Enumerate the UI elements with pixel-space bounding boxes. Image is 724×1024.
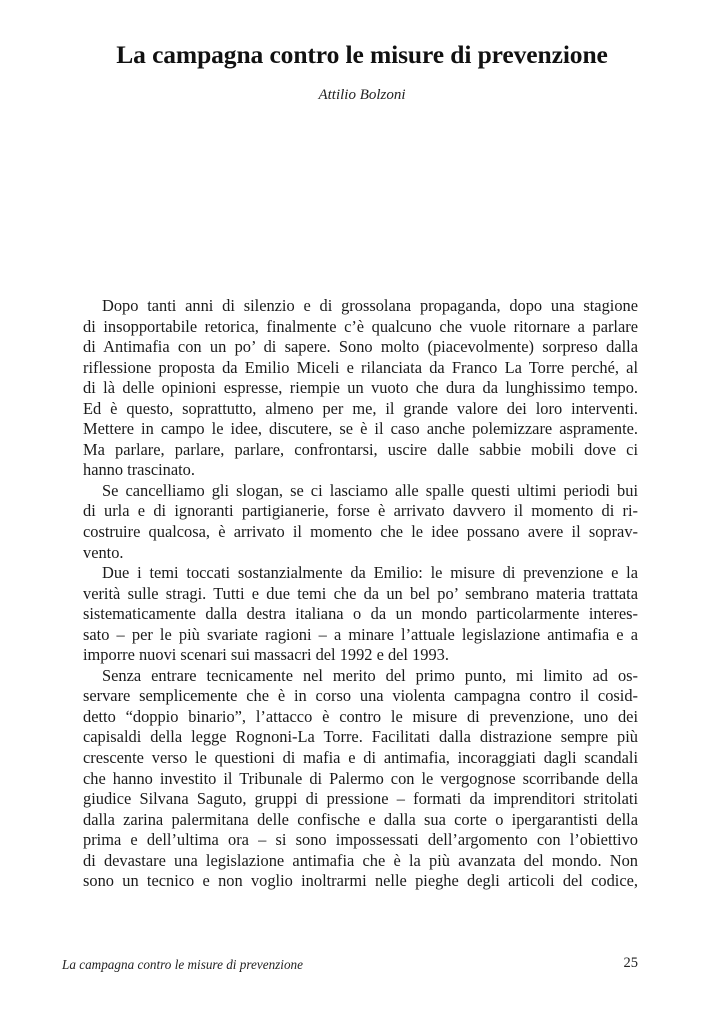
paragraph: [83, 666, 638, 892]
text-line: riflessione proposta da Emilio Miceli e rilanciata da Franco La Torre perché, al: [83, 357, 638, 377]
text-line: sato – per le più svariate ragioni – a minare l’attuale legislazione antimafia e a: [83, 624, 638, 644]
paragraph: [83, 481, 638, 563]
text-line: prima e dell’ultima ora – si sono impossessati dell’argomento con l’obiettivo: [83, 830, 638, 850]
text-line: giudice Silvana Saguto, gruppi di pressione – formati da imprenditori stritolati: [83, 789, 638, 809]
text-line: Ed è questo, soprattutto, almeno per me, il grande valore dei loro interventi.: [83, 398, 638, 418]
text-line: sono un tecnico e non voglio inoltrarmi nelle pieghe degli articoli del codice,: [83, 871, 638, 891]
text-line: di urla e di ignoranti partigianerie, forse è arrivato davvero il momento di ri-: [83, 501, 638, 521]
text-line: dalla zarina palermitana delle confische e dalla sua corte o ipergarantisti della: [83, 809, 638, 829]
author-name: Attilio Bolzoni: [318, 87, 406, 103]
text-line: di insopportabile retorica, finalmente c’è qualcuno che vuole ritornare a parlare: [83, 316, 638, 336]
text-line: Ma parlare, parlare, parlare, confrontarsi, uscire dalle sabbie mobili dove ci: [83, 439, 638, 459]
text-line: crescente verso le questioni di mafia e di antimafia, incoraggiati dagli scandali: [83, 748, 638, 768]
text-line: vento.: [83, 542, 124, 562]
running-footer-title: La campagna contro le misure di prevenzione: [62, 957, 303, 972]
text-line: di Antimafia con un po’ di sapere. Sono molto (piacevolmente) sorpreso dalla: [83, 337, 638, 357]
paragraph: [83, 563, 638, 666]
text-line: sistematicamente dalla destra italiana o da un mondo particolarmente interes-: [83, 604, 638, 624]
text-line: verità sulle stragi. Tutti e due temi che da un bel po’ sembrano materia trattata: [83, 583, 638, 603]
text-line: capisaldi della legge Rognoni-La Torre. Facilitati dalla distrazione sempre più: [83, 727, 638, 747]
page-number: 25: [623, 955, 638, 971]
text-line: detto “doppio binario”, l’attacco è contro le misure di prevenzione, uno dei: [83, 706, 638, 726]
paragraph: [83, 296, 638, 481]
text-line: Senza entrare tecnicamente nel merito del primo punto, mi limito ad os-: [102, 665, 638, 685]
text-line: che hanno investito il Tribunale di Palermo con le vergognose scorribande della: [83, 768, 638, 788]
text-line: Se cancelliamo gli slogan, se ci lasciamo alle spalle questi ultimi periodi bui: [102, 480, 638, 500]
article-title: La campagna contro le misure di prevenzione: [116, 40, 608, 69]
text-line: di devastare una legislazione antimafia che è la più avanzata del mondo. Non: [83, 850, 638, 870]
text-line: Due i temi toccati sostanzialmente da Emilio: le misure di prevenzione e la: [102, 563, 638, 583]
article-body: [83, 296, 638, 892]
text-line: costruire qualcosa, è arrivato il momento che le idee possano avere il soprav-: [83, 522, 638, 542]
text-line: Mettere in campo le idee, discutere, se è il caso anche polemizzare aspramente.: [83, 419, 638, 439]
text-line: Dopo tanti anni di silenzio e di grossolana propaganda, dopo una stagione: [102, 296, 638, 315]
text-line: servare semplicemente che è in corso una violenta campagna contro il cosid-: [83, 686, 638, 706]
text-line: hanno trascinato.: [83, 460, 195, 480]
text-line: di là delle opinioni espresse, riempie un vuoto che dura da lunghissimo tempo.: [83, 378, 638, 398]
text-line: imporre nuovi scenari sui massacri del 1992 e del 1993.: [83, 645, 449, 665]
